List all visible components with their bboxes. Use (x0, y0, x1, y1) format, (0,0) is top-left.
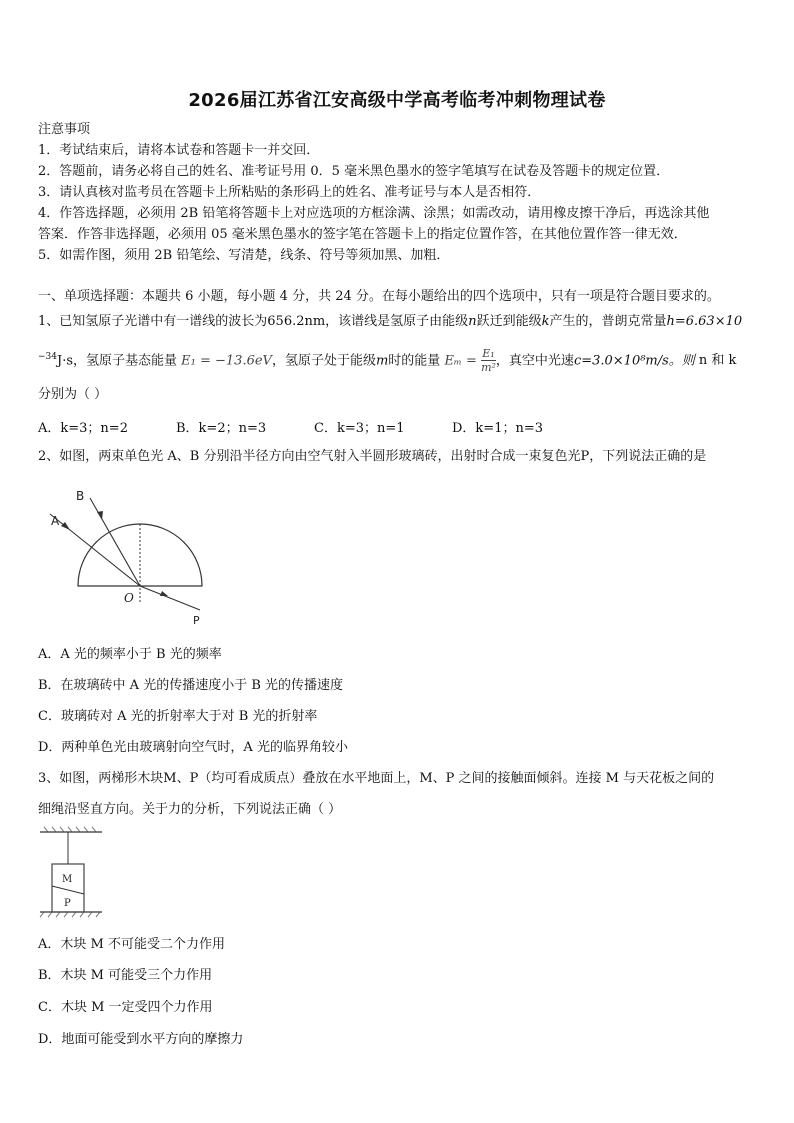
q3-option-d[interactable]: D．地面可能受到水平方向的摩擦力 (38, 1032, 244, 1047)
q1-ground-energy: E₁ = −13.6eV (181, 353, 272, 369)
notice-heading: 注意事项 (38, 122, 91, 137)
label-p: P (193, 614, 200, 627)
q1-text-a: 1、已知氢原子光谱中有一谱线的波长为656.2nm，该谱线是氢原子由能级 (38, 314, 469, 329)
q1-text-f: 时的能量 (388, 353, 441, 369)
q2-option-d[interactable]: D．两种单色光由玻璃射向空气时，A 光的临界角较小 (38, 740, 348, 755)
ray-b-arrow-icon (97, 511, 103, 520)
label-m: M (62, 874, 73, 885)
notice-item-4-cont: 答案．作答非选择题，必须用 05 毫米黑色墨水的签字笔在答题卡上的指定位置作答，在其他位置作答一律无效． (38, 227, 687, 242)
label-p: P (64, 898, 71, 909)
notice-item-5: 5．如需作图，须用 2B 铅笔绘、写清楚，线条、符号等须加黑、加粗． (38, 248, 450, 263)
ray-p (140, 586, 200, 610)
q1-option-c[interactable]: C．k=3；n=1 (314, 421, 405, 436)
q3-stem-1: 3、如图，两梯形木块M、P（均可看成质点）叠放在水平地面上，M、P 之间的接触面倾斜。连接 M 与天花板之间的 (38, 771, 715, 786)
q1-text-c: 产生的，普朗克常量 (549, 314, 667, 329)
q1-var-m: m (375, 353, 389, 369)
q1-option-d[interactable]: D．k=1；n=3 (452, 421, 544, 436)
q3-option-a[interactable]: A．木块 M 不可能受二个力作用 (38, 937, 225, 952)
notice-item-2: 2．答题前，请务必将自己的姓名、准考证号用 0．5 毫米黑色墨水的签字笔填写在试卷及答题卡的规定位置． (38, 164, 670, 179)
q3-option-b[interactable]: B．木块 M 可能受三个力作用 (38, 968, 213, 983)
q1-text-g: ，真空中光速 (495, 353, 574, 369)
q1-option-a[interactable]: A．k=3；n=2 (38, 421, 128, 436)
notice-item-1: 1．考试结束后，请将本试卷和答题卡一并交回． (38, 143, 320, 158)
q2-stem: 2、如图，两束单色光 A、B 分别沿半径方向由空气射入半圆形玻璃砖，出射时合成一束复色光P，下列说法正确的是 (38, 449, 707, 464)
q1-var-n: n (468, 314, 477, 329)
ray-b (90, 498, 140, 586)
q1-level-energy: Eₘ = (444, 353, 477, 369)
q2-option-b[interactable]: B．在玻璃砖中 A 光的传播速度小于 B 光的传播速度 (38, 678, 344, 693)
q1-line-3: 分别为（ ） (38, 387, 108, 402)
page-title: 2026届江苏省江安高级中学高考临考冲刺物理试卷 (188, 90, 606, 111)
q1-option-b[interactable]: B．k=2；n=3 (176, 421, 267, 436)
q1-fraction-num: E₁ (482, 347, 495, 361)
q1-fraction (481, 347, 496, 374)
q3-option-c[interactable]: C．木块 M 一定受四个力作用 (38, 1000, 213, 1015)
q3-block-diagram (38, 826, 108, 922)
q1-light-speed: c=3.0×10⁸m/s。则 (573, 353, 695, 369)
label-o: O (124, 591, 134, 605)
q1-text-h: n 和 k (698, 353, 737, 369)
incline-interface (52, 886, 84, 894)
q1-var-k: k (541, 314, 550, 329)
q1-options (38, 417, 758, 436)
section-1-heading: 一、单项选择题：本题共 6 小题，每小题 4 分，共 24 分。在每小题给出的四个选项中，只有一项是符合题目要求的。 (38, 289, 720, 304)
q1-planck: h=6.63×10 (666, 314, 743, 329)
q1-fraction-den: m² (481, 361, 496, 375)
q1-text-b: 跃迁到能级 (476, 314, 542, 329)
q2-option-c[interactable]: C．玻璃砖对 A 光的折射率大于对 B 光的折射率 (38, 709, 318, 724)
q1-text-d: J·s，氢原子基态能量 (57, 353, 178, 369)
q1-line-1 (38, 313, 760, 330)
notice-item-4: 4．作答选择题，必须用 2B 铅笔将答题卡上对应选项的方框涂满、涂黑；如需改动，请用橡皮擦干净后，再选涂其他 (38, 206, 710, 221)
notice-item-3: 3．请认真核对监考员在答题卡上所粘贴的条形码上的姓名、准考证号与本人是否相符． (38, 185, 541, 200)
q1-text-e: ，氢原子处于能级 (271, 353, 376, 369)
label-b: B (76, 489, 85, 503)
q2-option-a[interactable]: A．A 光的频率小于 B 光的频率 (38, 647, 222, 662)
q1-exponent: −34 (38, 352, 57, 362)
q3-stem-2: 细绳沿竖直方向。关于力的分析，下列说法正确（ ） (38, 802, 342, 817)
ground-hatch (40, 912, 100, 917)
ray-p-arrow-icon (160, 591, 168, 596)
label-a: A (51, 514, 60, 528)
ceiling-hatch (44, 827, 96, 832)
q2-semicircle-diagram (40, 478, 220, 633)
q1-line-2 (38, 345, 760, 374)
